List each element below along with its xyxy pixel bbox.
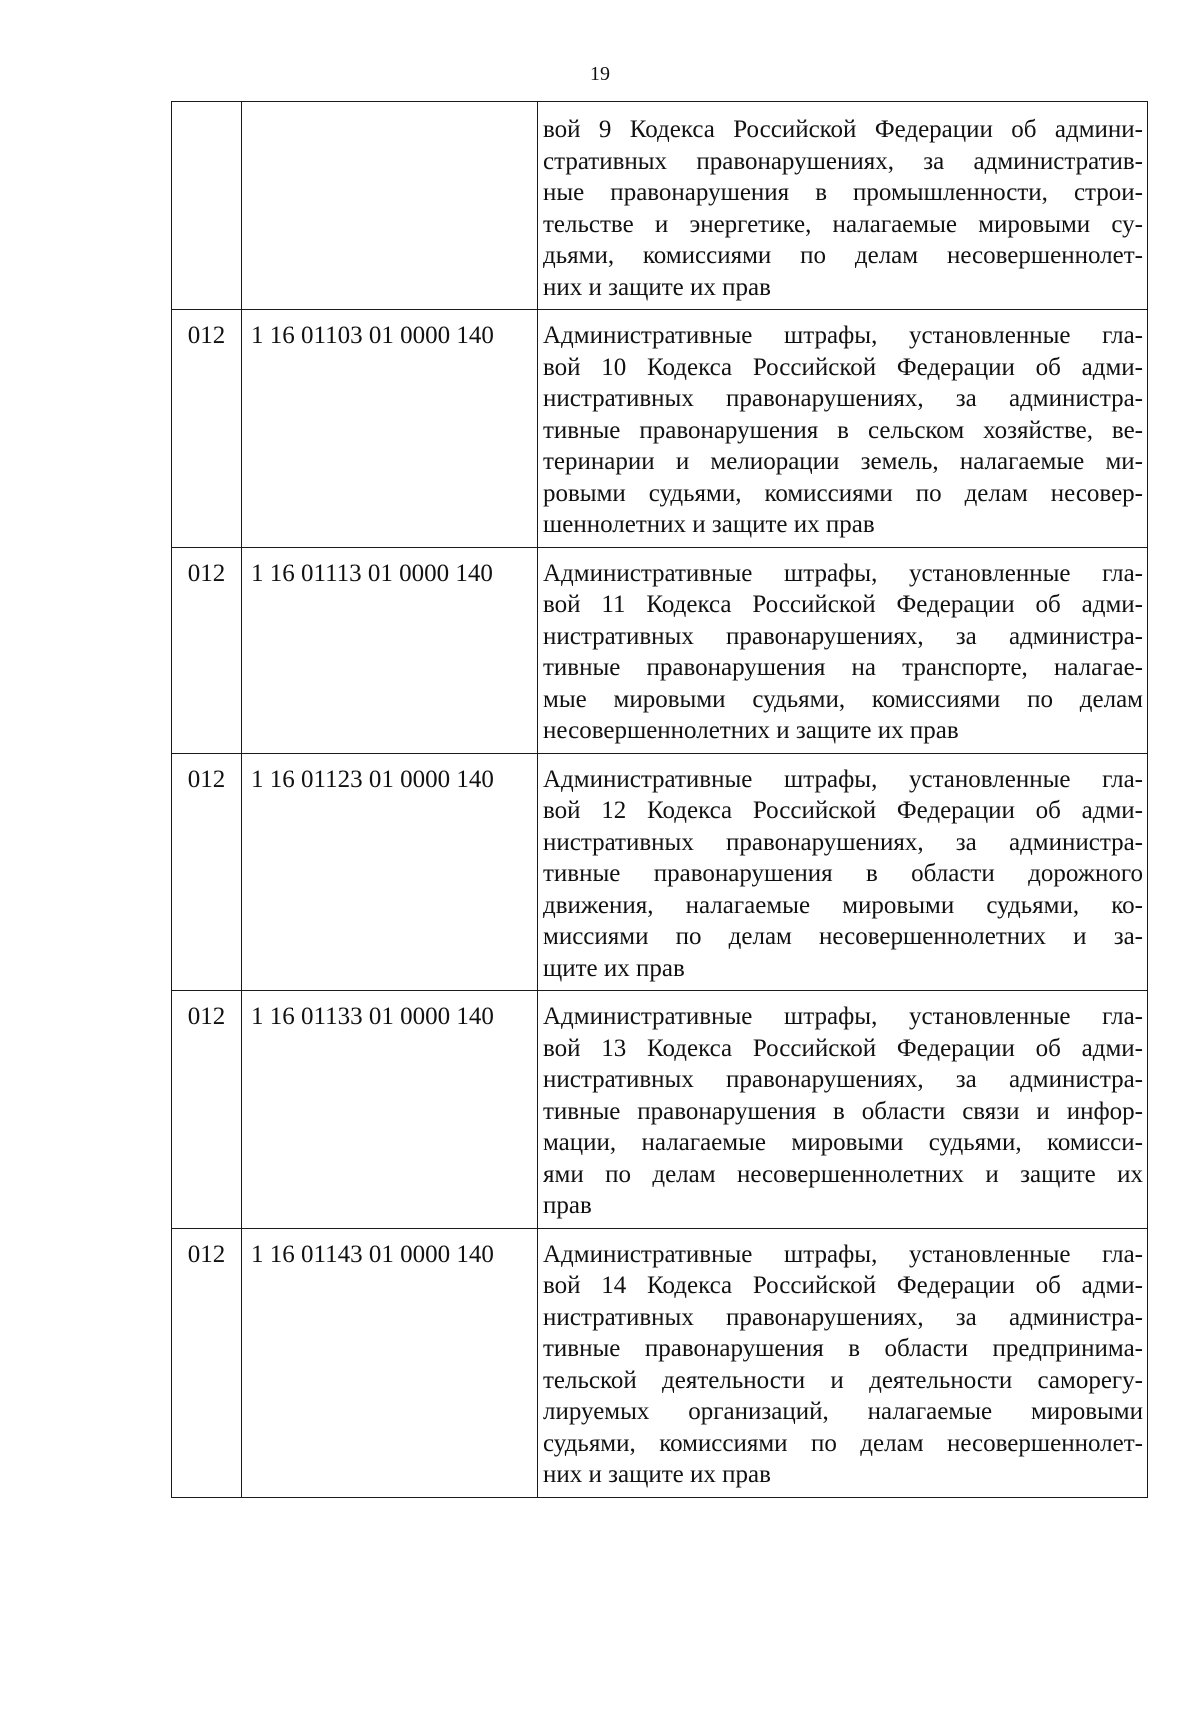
admin-code-cell: 012 <box>172 310 242 548</box>
description-line: вой 11 Кодекса Российской Федерации об адми- <box>543 591 1143 618</box>
description-cell <box>538 547 1148 753</box>
description-line: вой 14 Кодекса Российской Федерации об адми- <box>543 1272 1143 1299</box>
description-line: несовершеннолетних и защите их прав <box>543 717 959 744</box>
description-line: Административные штрафы, установленные гла- <box>543 559 1143 587</box>
table-row <box>172 753 1148 991</box>
description-line: мые мировыми судьями, комиссиями по делам <box>543 685 1143 713</box>
description-line: дьями, комиссиями по делам несовершеннолет- <box>543 242 1143 269</box>
kbk-code-cell: 1 16 01143 01 0000 140 <box>242 1228 538 1497</box>
table-row <box>172 1228 1148 1497</box>
description-line: Административные штрафы, установленные гла- <box>543 1003 1143 1030</box>
budget-code-table <box>171 101 1148 1498</box>
description-line: мации, налагаемые мировыми судьями, комисси- <box>543 1129 1143 1156</box>
description-line: тивные правонарушения в области предпринима- <box>543 1335 1143 1362</box>
description-line: нистративных правонарушениях, за администра- <box>543 1066 1143 1093</box>
description-line: миссиями по делам несовершеннолетних и за- <box>543 923 1143 950</box>
description-line: нистративных правонарушениях, за администра- <box>543 828 1143 856</box>
description-line: прав <box>543 1192 592 1219</box>
table-row <box>172 102 1148 310</box>
admin-code-cell: 012 <box>172 753 242 991</box>
description-line: ровыми судьями, комиссиями по делам несовер- <box>543 479 1143 507</box>
description-line: лируемых организаций, налагаемые мировыми <box>543 1398 1143 1425</box>
kbk-code-cell: 1 16 01123 01 0000 140 <box>242 753 538 991</box>
description-line: стративных правонарушениях, за административ- <box>543 147 1143 175</box>
description-line: вой 10 Кодекса Российской Федерации об адми- <box>543 353 1143 381</box>
description-line: вой 12 Кодекса Российской Федерации об адми- <box>543 797 1143 824</box>
admin-code-cell: 012 <box>172 547 242 753</box>
page-number: 19 <box>590 63 610 85</box>
kbk-code-cell: 1 16 01113 01 0000 140 <box>242 547 538 753</box>
description-line: вой 9 Кодекса Российской Федерации об админи- <box>543 116 1143 143</box>
description-line: тельской деятельности и деятельности саморегу- <box>543 1366 1143 1394</box>
description-cell <box>538 753 1148 991</box>
table-body <box>172 102 1148 1498</box>
table-row <box>172 991 1148 1229</box>
description-line: движения, налагаемые мировыми судьями, ко- <box>543 891 1143 919</box>
description-line: Административные штрафы, установленные гла- <box>543 1240 1143 1268</box>
table-row <box>172 310 1148 548</box>
description-line: Административные штрафы, установленные гла- <box>543 322 1143 349</box>
description-line: тивные правонарушения в сельском хозяйстве, ве- <box>543 416 1143 444</box>
description-line: теринарии и мелиорации земель, налагаемые ми- <box>543 448 1143 475</box>
description-line: них и защите их прав <box>543 273 771 301</box>
description-line: вой 13 Кодекса Российской Федерации об адми- <box>543 1034 1143 1062</box>
description-line: тельстве и энергетике, налагаемые мировыми су- <box>543 210 1143 238</box>
description-line: тивные правонарушения в области связи и инфор- <box>543 1097 1143 1125</box>
description-cell <box>538 310 1148 548</box>
description-line: тивные правонарушения в области дорожного <box>543 860 1143 887</box>
description-line: ями по делам несовершеннолетних и защите их <box>543 1160 1143 1188</box>
admin-code-cell: 012 <box>172 1228 242 1497</box>
description-line: нистративных правонарушениях, за администра- <box>543 1303 1143 1331</box>
kbk-code-cell: 1 16 01103 01 0000 140 <box>242 310 538 548</box>
admin-code-cell <box>172 102 242 310</box>
kbk-code-cell <box>242 102 538 310</box>
description-line: Административные штрафы, установленные гла- <box>543 765 1143 793</box>
kbk-code-cell: 1 16 01133 01 0000 140 <box>242 991 538 1229</box>
admin-code-cell: 012 <box>172 991 242 1229</box>
description-line: ные правонарушения в промышленности, строи- <box>543 179 1143 206</box>
description-line: судьями, комиссиями по делам несовершеннолет- <box>543 1429 1143 1457</box>
table-row <box>172 547 1148 753</box>
description-cell <box>538 1228 1148 1497</box>
description-line: них и защите их прав <box>543 1461 771 1488</box>
description-cell <box>538 991 1148 1229</box>
description-line: нистративных правонарушениях, за администра- <box>543 622 1143 650</box>
description-line: тивные правонарушения на транспорте, налагае- <box>543 654 1143 681</box>
description-line: нистративных правонарушениях, за администра- <box>543 385 1143 412</box>
description-cell <box>538 102 1148 310</box>
description-line: шеннолетних и защите их прав <box>543 511 875 538</box>
description-line: щите их прав <box>543 954 685 982</box>
